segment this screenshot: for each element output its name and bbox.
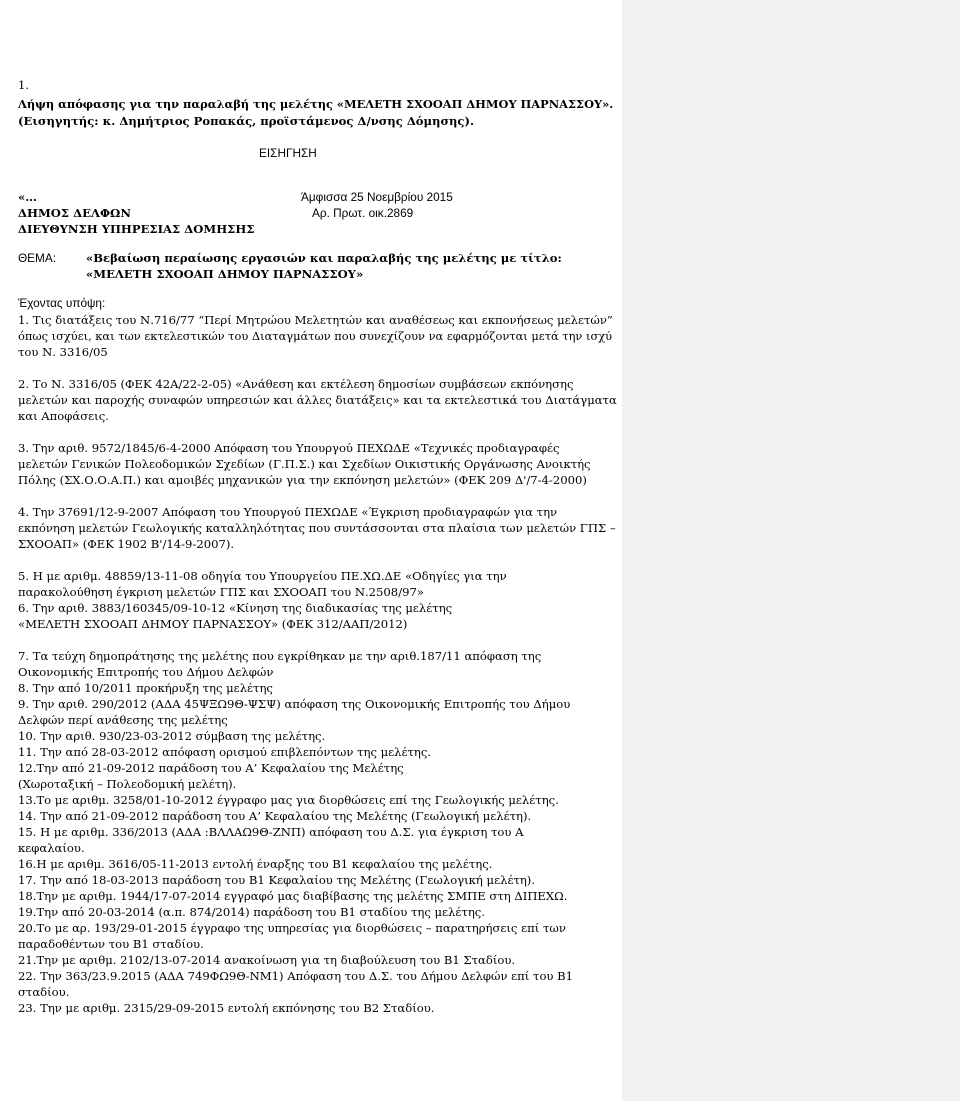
list-item: 7. Τα τεύχη δημοπράτησης της μελέτης που εγκρίθηκαν με την αριθ.187/11 απόφαση της: [18, 649, 542, 663]
list-item: (Χωροταξική – Πολεοδομική μελέτη).: [18, 777, 237, 791]
list-item: 6. Την αριθ. 3883/160345/09-10-12 «Κίνηση της διαδικασίας της μελέτης: [18, 601, 453, 615]
list-item: σταδίου.: [18, 985, 70, 999]
list-item: 14. Την από 21-09-2012 παράδοση του Α’ Κεφαλαίου της Μελέτης (Γεωλογική μελέτη).: [18, 809, 532, 823]
subject-label: ΘΕΜΑ:: [18, 251, 57, 265]
list-item: 15. Η με αριθμ. 336/2013 (ΑΔΑ :ΒΛΛΑΩ9Θ-ΖΝΠ) απόφαση του Δ.Σ. για έγκριση του Α: [18, 825, 524, 839]
list-item: 10. Την αριθ. 930/23-03-2012 σύμβαση της μελέτης.: [18, 729, 326, 743]
list-item: «ΜΕΛΕΤΗ ΣΧΟΟΑΠ ΔΗΜΟΥ ΠΑΡΝΑΣΣΟΥ» (ΦΕΚ 312/ΑΑΠ/2012): [18, 617, 408, 631]
list-item: 16.Η με αριθμ. 3616/05-11-2013 εντολή έναρξης του Β1 κεφαλαίου της μελέτης.: [18, 857, 493, 871]
list-item: Οικονομικής Επιτροπής του Δήμου Δελφών: [18, 665, 274, 679]
list-item: 23. Την με αριθμ. 2315/29-09-2015 εντολή εκπόνησης του Β2 Σταδίου.: [18, 1001, 435, 1015]
heading: ΕΙΣΗΓΗΣΗ: [259, 146, 317, 160]
list-item: 4. Την 37691/12-9-2007 Απόφαση του Υπουργού ΠΕΧΩΔΕ «Έγκριση προδιαγραφών για την: [18, 505, 558, 519]
list-item: όπως ισχύει, και των εκτελεστικών του Διαταγμάτων που συνεχίζουν να εφαρμόζονται μετά την ισχύ: [18, 329, 613, 343]
item-number: 1.: [18, 78, 30, 92]
list-item: 12.Την από 21-09-2012 παράδοση του Α’ Κεφαλαίου της Μελέτης: [18, 761, 404, 775]
list-item: 19.Την από 20-03-2014 (α.π. 874/2014) παράδοση του Β1 σταδίου της μελέτης.: [18, 905, 485, 919]
list-item: 21.Την με αριθμ. 2102/13-07-2014 ανακοίνωση για τη διαβούλευση του Β1 Σταδίου.: [18, 953, 516, 967]
subject-line-2: «ΜΕΛΕΤΗ ΣΧΟΟΑΠ ΔΗΜΟΥ ΠΑΡΝΑΣΣΟΥ»: [86, 267, 364, 281]
list-item: 17. Την από 18-03-2013 παράδοση του Β1 Κεφαλαίου της Μελέτης (Γεωλογική μελέτη).: [18, 873, 536, 887]
list-item: και Αποφάσεις.: [18, 409, 109, 423]
agenda-title: Λήψη απόφασης για την παραλαβή της μελέτης «ΜΕΛΕΤΗ ΣΧΟΟΑΠ ΔΗΜΟΥ ΠΑΡΝΑΣΣΟΥ».: [18, 97, 614, 111]
quote-open: «…: [18, 190, 37, 204]
list-item: 9. Την αριθ. 290/2012 (ΑΔΑ 45ΨΞΩ9Θ-ΨΣΨ) απόφαση της Οικονομικής Επιτροπής του Δήμου: [18, 697, 571, 711]
list-item: 3. Την αριθ. 9572/1845/6-4-2000 Απόφαση του Υπουργού ΠΕΧΩΔΕ «Τεχνικές προδιαγραφές: [18, 441, 560, 455]
list-item: 2. Το Ν. 3316/05 (ΦΕΚ 42Α/22-2-05) «Ανάθεση και εκτέλεση δημοσίων συμβάσεων εκπόνησης: [18, 377, 574, 391]
list-item: 11. Την από 28-03-2012 απόφαση ορισμού επιβλεπόντων της μελέτης.: [18, 745, 432, 759]
protocol-number: Αρ. Πρωτ. οικ.2869: [312, 206, 414, 220]
place-date: Άμφισσα 25 Νοεμβρίου 2015: [301, 190, 453, 204]
list-item: εκπόνηση μελετών Γεωλογικής καταλληλότητας που συντάσσονται στα πλαίσια των μελετών ΓΠΣ –: [18, 521, 616, 535]
list-item: 20.Το με αρ. 193/29-01-2015 έγγραφο της υπηρεσίας για διορθώσεις – παρατηρήσεις επί των: [18, 921, 566, 935]
list-item: 5. Η με αριθμ. 48859/13-11-08 οδηγία του Υπουργείου ΠΕ.ΧΩ.ΔΕ «Οδηγίες για την: [18, 569, 507, 583]
considering-label: Έχοντας υπόψη:: [18, 296, 106, 310]
list-item: Δελφών περί ανάθεσης της μελέτης: [18, 713, 228, 727]
list-item: 13.Το με αριθμ. 3258/01-10-2012 έγγραφο μας για διορθώσεις επί της Γεωλογικής μελέτης.: [18, 793, 559, 807]
directorate: ΔΙΕΥΘΥΝΣΗ ΥΠΗΡΕΣΙΑΣ ΔΟΜΗΣΗΣ: [18, 222, 255, 236]
list-item: μελετών Γενικών Πολεοδομικών Σχεδίων (Γ.Π.Σ.) και Σχεδίων Οικιστικής Οργάνωσης Ανοικτής: [18, 457, 591, 471]
list-item: 22. Την 363/23.9.2015 (ΑΔΑ 749ΦΩ9Θ-ΝΜ1) Απόφαση του Δ.Σ. του Δήμου Δελφών επί του Β1: [18, 969, 574, 983]
rapporteur: (Εισηγητής: κ. Δημήτριος Ροπακάς, προϊστάμενος Δ/νσης Δόμησης).: [18, 114, 475, 128]
list-item: παραδοθέντων του Β1 σταδίου.: [18, 937, 204, 951]
list-item: παρακολούθηση έγκριση μελετών ΓΠΣ και ΣΧΟΟΑΠ του Ν.2508/97»: [18, 585, 424, 599]
subject-line-1: «Βεβαίωση περαίωσης εργασιών και παραλαβής της μελέτης με τίτλο:: [86, 251, 562, 265]
list-item: κεφαλαίου.: [18, 841, 85, 855]
list-item: 1. Τις διατάξεις του Ν.716/77 “Περί Μητρώου Μελετητών και αναθέσεως και εκπονήσεως μελετών”: [18, 313, 613, 327]
list-item: 18.Την με αριθμ. 1944/17-07-2014 εγγραφό μας διαβίβασης της μελέτης ΣΜΠΕ στη ΔΙΠΕΧΩ.: [18, 889, 568, 903]
list-item: του Ν. 3316/05: [18, 345, 108, 359]
list-item: Πόλης (ΣΧ.Ο.Ο.Α.Π.) και αμοιβές μηχανικών για την εκπόνηση μελετών» (ΦΕΚ 209 Δ'/7-4-2000): [18, 473, 587, 487]
list-item: 8. Την από 10/2011 προκήρυξη της μελέτης: [18, 681, 273, 695]
comment-margin: [622, 0, 960, 1101]
municipality: ΔΗΜΟΣ ΔΕΛΦΩΝ: [18, 206, 131, 220]
list-item: ΣΧΟΟΑΠ» (ΦΕΚ 1902 Β'/14-9-2007).: [18, 537, 235, 551]
list-item: μελετών και παροχής συναφών υπηρεσιών και άλλες διατάξεις» και τα εκτελεστικά του Διατάγματα: [18, 393, 617, 407]
